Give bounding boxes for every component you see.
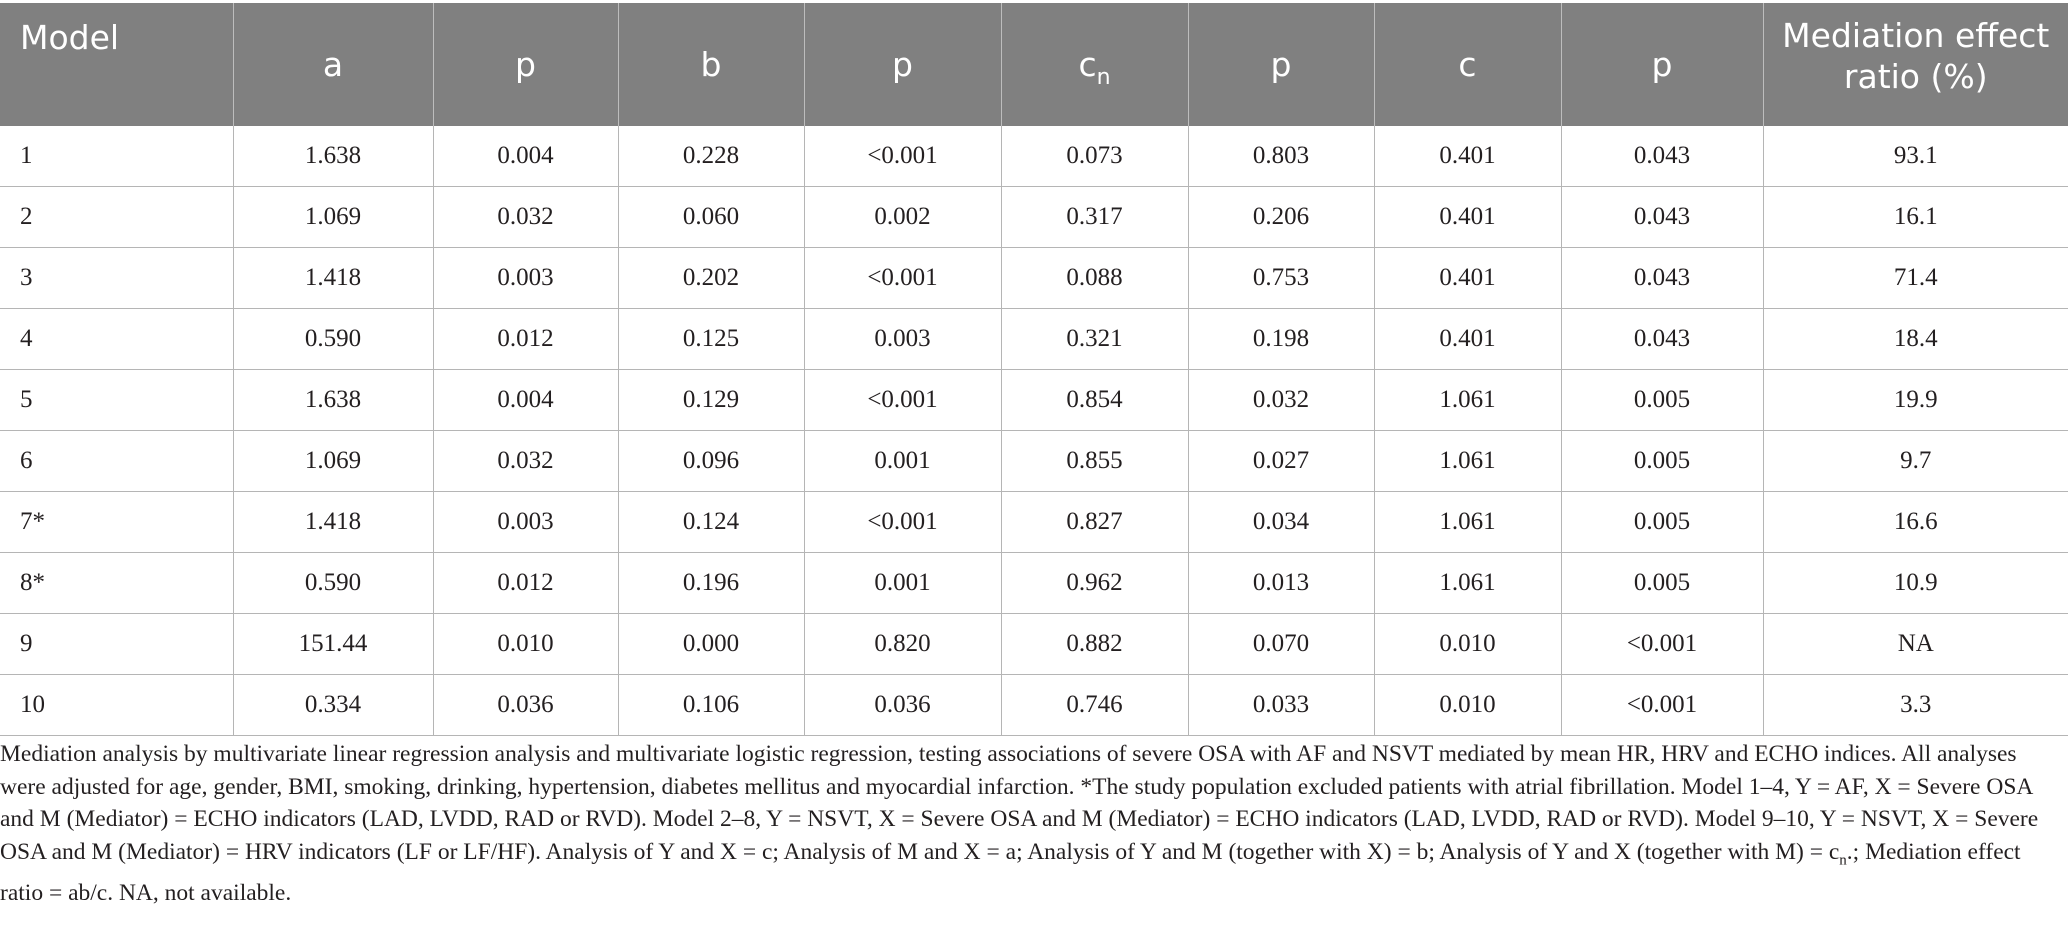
table-row (0, 248, 2068, 309)
cell-b: 0.202 (618, 248, 804, 309)
cell-p-cn: 0.033 (1188, 675, 1374, 736)
cell-p-a: 0.004 (433, 370, 618, 431)
cell-cn: 0.827 (1001, 492, 1188, 553)
cell-p-cn: 0.070 (1188, 614, 1374, 675)
cell-mediation-ratio: 71.4 (1763, 248, 2068, 309)
cell-b: 0.060 (618, 187, 804, 248)
table-footnote (0, 738, 2060, 909)
cell-p-a: 0.003 (433, 248, 618, 309)
cell-c: 1.061 (1374, 553, 1561, 614)
cell-p-a: 0.012 (433, 309, 618, 370)
cell-b: 0.106 (618, 675, 804, 736)
cell-p-c: 0.005 (1561, 553, 1763, 614)
cell-p-a: 0.036 (433, 675, 618, 736)
cell-model: 9 (0, 614, 233, 675)
cell-p-cn: 0.753 (1188, 248, 1374, 309)
cell-p-c: 0.043 (1561, 126, 1763, 187)
table-row (0, 492, 2068, 553)
header-a: a (233, 3, 433, 126)
header-cn (1001, 3, 1188, 126)
footnote-text: Mediation analysis by multivariate linear regression analysis and multivariate logistic regression, testing associations of severe OSA with AF and NSVT mediated by mean HR, HRV and ECHO indices. All analyses were adjusted for age, gender, BMI, smoking, drinking, hypertension, diabetes mellitus and myocardial infarction. *The study population excluded patients with atrial fibrillation. Model 1–4, Y = AF, X = Severe OSA and M (Mediator) = ECHO indicators (LAD, LVDD, RAD or RVD). Model 2–8, Y = NSVT, X = Severe OSA and M (Mediator) = ECHO indicators (LAD, LVDD, RAD or RVD). Model 9–10, Y = NSVT, X = Severe OSA and M (Mediator) = HRV indicators (LF or LF/HF). Analysis of Y and X = c; Analysis of M and X = a; Analysis of Y and M (together with X) = b; Analysis of Y and X (together with M) = c (0, 741, 2039, 865)
table-row (0, 187, 2068, 248)
cell-c: 0.401 (1374, 126, 1561, 187)
cell-cn: 0.882 (1001, 614, 1188, 675)
cell-p-b: 0.003 (804, 309, 1001, 370)
cell-model: 7* (0, 492, 233, 553)
cell-a: 0.590 (233, 553, 433, 614)
cell-p-a: 0.032 (433, 431, 618, 492)
cell-p-b: <0.001 (804, 126, 1001, 187)
cell-p-c: 0.005 (1561, 370, 1763, 431)
cell-mediation-ratio: 19.9 (1763, 370, 2068, 431)
cell-c: 1.061 (1374, 492, 1561, 553)
cell-cn: 0.321 (1001, 309, 1188, 370)
header-model: Model (0, 3, 233, 126)
header-p-b: p (804, 3, 1001, 126)
cell-model: 5 (0, 370, 233, 431)
cell-cn: 0.962 (1001, 553, 1188, 614)
cell-model: 1 (0, 126, 233, 187)
cell-p-c: <0.001 (1561, 675, 1763, 736)
cell-cn: 0.746 (1001, 675, 1188, 736)
cell-c: 1.061 (1374, 431, 1561, 492)
cell-p-c: <0.001 (1561, 614, 1763, 675)
cell-mediation-ratio: 16.6 (1763, 492, 2068, 553)
table-row (0, 126, 2068, 187)
cell-p-b: 0.001 (804, 431, 1001, 492)
cell-p-b: 0.820 (804, 614, 1001, 675)
cell-a: 151.44 (233, 614, 433, 675)
cell-model: 2 (0, 187, 233, 248)
table-row (0, 614, 2068, 675)
cell-p-a: 0.003 (433, 492, 618, 553)
cell-b: 0.129 (618, 370, 804, 431)
cell-p-cn: 0.198 (1188, 309, 1374, 370)
cell-c: 0.401 (1374, 187, 1561, 248)
cell-b: 0.124 (618, 492, 804, 553)
footnote-subscript: n (1839, 852, 1847, 869)
cell-model: 8* (0, 553, 233, 614)
cell-a: 0.590 (233, 309, 433, 370)
cell-mediation-ratio: 10.9 (1763, 553, 2068, 614)
cell-cn: 0.073 (1001, 126, 1188, 187)
table-row (0, 431, 2068, 492)
cell-p-b: <0.001 (804, 248, 1001, 309)
table-row (0, 675, 2068, 736)
table-header-row (0, 3, 2068, 126)
cell-c: 0.010 (1374, 675, 1561, 736)
cell-p-cn: 0.034 (1188, 492, 1374, 553)
header-p-c: p (1561, 3, 1763, 126)
cell-model: 3 (0, 248, 233, 309)
cell-a: 1.069 (233, 431, 433, 492)
cell-mediation-ratio: 3.3 (1763, 675, 2068, 736)
cell-b: 0.228 (618, 126, 804, 187)
cell-model: 10 (0, 675, 233, 736)
cell-a: 1.418 (233, 248, 433, 309)
header-mediation-ratio: Mediation effect ratio (%) (1763, 3, 2068, 126)
cell-p-c: 0.043 (1561, 248, 1763, 309)
table-row (0, 370, 2068, 431)
cell-b: 0.096 (618, 431, 804, 492)
cell-p-cn: 0.803 (1188, 126, 1374, 187)
cell-p-b: <0.001 (804, 370, 1001, 431)
table-row (0, 553, 2068, 614)
cell-p-cn: 0.013 (1188, 553, 1374, 614)
cell-c: 0.401 (1374, 309, 1561, 370)
cell-a: 1.418 (233, 492, 433, 553)
cell-p-cn: 0.206 (1188, 187, 1374, 248)
cell-b: 0.125 (618, 309, 804, 370)
cell-cn: 0.317 (1001, 187, 1188, 248)
header-c: c (1374, 3, 1561, 126)
header-p-a: p (433, 3, 618, 126)
mediation-table (0, 3, 2068, 736)
cell-mediation-ratio: NA (1763, 614, 2068, 675)
cell-a: 0.334 (233, 675, 433, 736)
cell-mediation-ratio: 16.1 (1763, 187, 2068, 248)
cell-cn: 0.855 (1001, 431, 1188, 492)
cell-a: 1.638 (233, 126, 433, 187)
cell-a: 1.069 (233, 187, 433, 248)
cell-mediation-ratio: 9.7 (1763, 431, 2068, 492)
cell-model: 6 (0, 431, 233, 492)
cell-c: 1.061 (1374, 370, 1561, 431)
cell-c: 0.401 (1374, 248, 1561, 309)
cell-p-c: 0.005 (1561, 431, 1763, 492)
header-cn-main: c (1078, 44, 1097, 84)
cell-p-cn: 0.032 (1188, 370, 1374, 431)
cell-mediation-ratio: 18.4 (1763, 309, 2068, 370)
cell-mediation-ratio: 93.1 (1763, 126, 2068, 187)
cell-b: 0.000 (618, 614, 804, 675)
table-row (0, 309, 2068, 370)
header-p-cn: p (1188, 3, 1374, 126)
footnote-tail: .; Mediation effect ratio = ab/c. NA, not available. (0, 838, 2021, 906)
cell-p-a: 0.012 (433, 553, 618, 614)
cell-p-a: 0.010 (433, 614, 618, 675)
cell-p-b: 0.036 (804, 675, 1001, 736)
cell-p-c: 0.043 (1561, 187, 1763, 248)
cell-cn: 0.088 (1001, 248, 1188, 309)
cell-p-c: 0.043 (1561, 309, 1763, 370)
cell-a: 1.638 (233, 370, 433, 431)
cell-c: 0.010 (1374, 614, 1561, 675)
header-b: b (618, 3, 804, 126)
header-cn-subscript: n (1096, 64, 1111, 90)
cell-p-b: 0.002 (804, 187, 1001, 248)
cell-p-cn: 0.027 (1188, 431, 1374, 492)
cell-model: 4 (0, 309, 233, 370)
cell-p-a: 0.032 (433, 187, 618, 248)
cell-p-b: 0.001 (804, 553, 1001, 614)
cell-p-c: 0.005 (1561, 492, 1763, 553)
cell-p-b: <0.001 (804, 492, 1001, 553)
cell-b: 0.196 (618, 553, 804, 614)
cell-p-a: 0.004 (433, 126, 618, 187)
cell-cn: 0.854 (1001, 370, 1188, 431)
